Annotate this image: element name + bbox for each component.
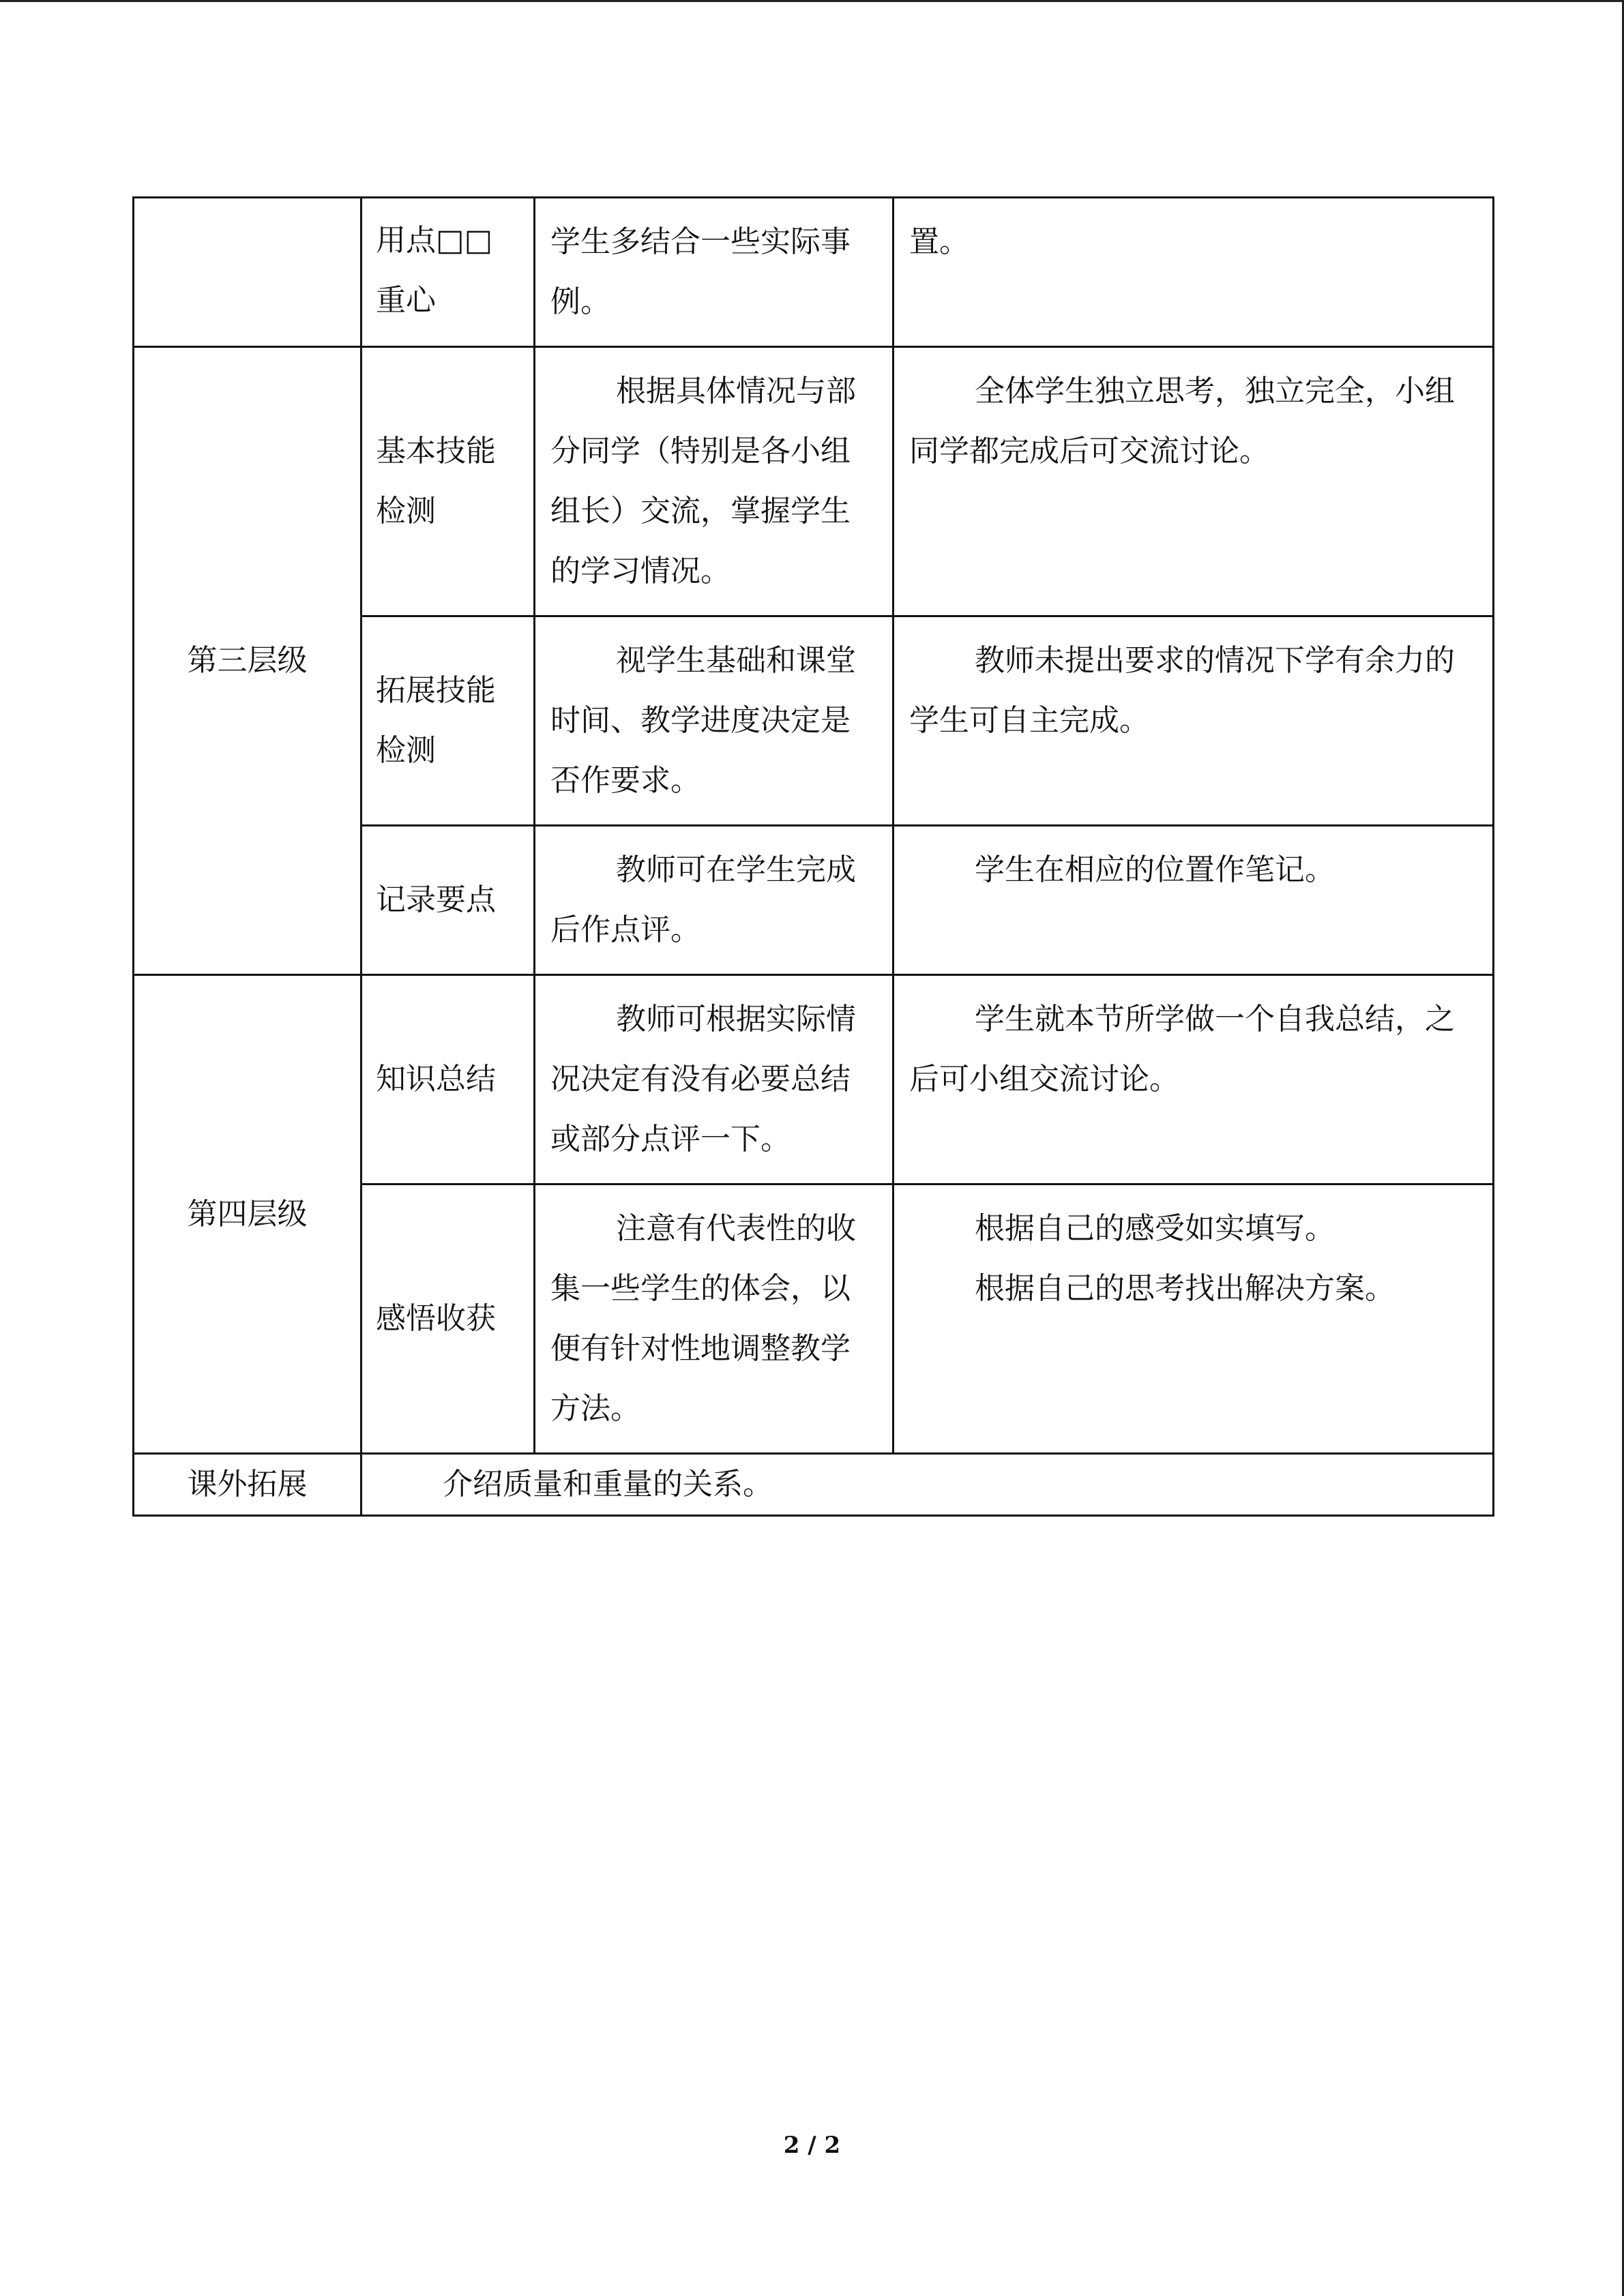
- cell-text: 学生在相应的位置作笔记。: [975, 852, 1335, 887]
- student-activity-cell: 置。: [894, 198, 1494, 347]
- cell-text: 注意有代表性的收集一些学生的体会，以便有针对性地调整教学方法。: [550, 1211, 856, 1426]
- cell-text: 全体学生独立思考，独立完全，小组同学都完成后可交流讨论。: [909, 374, 1455, 468]
- item-cell: 记录要点: [361, 826, 535, 975]
- cell-text: 根据具体情况与部分同学（特别是各小组组长）交流，掌握学生的学习情况。: [550, 374, 856, 588]
- item-cell: 感悟收获: [361, 1184, 535, 1454]
- student-activity-cell: [894, 975, 1494, 1184]
- level-label: 第四层级: [134, 975, 361, 1454]
- cell-text: 视学生基础和课堂时间、教学进度决定是否作要求。: [550, 643, 856, 798]
- table-row: [134, 198, 1494, 347]
- item-cell: 知识总结: [361, 975, 535, 1184]
- item-cell: 用点□□重心: [361, 198, 535, 347]
- level-cell-empty: [134, 198, 361, 347]
- table-row: [134, 347, 1494, 616]
- extension-label: 课外拓展: [134, 1454, 361, 1516]
- teacher-activity-cell: [535, 1184, 894, 1454]
- student-activity-cell: [894, 826, 1494, 975]
- page-number: 2 / 2: [783, 2132, 841, 2159]
- cell-text: 教师未提出要求的情况下学有余力的学生可自主完成。: [909, 643, 1455, 738]
- table-row: [134, 975, 1494, 1184]
- student-activity-cell: [894, 1184, 1494, 1454]
- table-row: [134, 1454, 1494, 1516]
- teacher-activity-cell: [535, 616, 894, 826]
- student-activity-cell: [894, 347, 1494, 616]
- item-cell: 基本技能检测: [361, 347, 535, 616]
- teacher-activity-cell: [535, 975, 894, 1184]
- cell-text: 根据自己的感受如实填写。: [975, 1211, 1335, 1246]
- extension-content: 介绍质量和重量的关系。: [443, 1467, 773, 1502]
- cell-text: 教师可根据实际情况决定有没有必要总结或部分点评一下。: [550, 1002, 856, 1157]
- item-cell: 拓展技能检测: [361, 616, 535, 826]
- level-label: 第三层级: [134, 347, 361, 975]
- student-activity-cell: [894, 616, 1494, 826]
- teacher-activity-cell: 学生多结合一些实际事例。: [535, 198, 894, 347]
- teacher-activity-cell: [535, 347, 894, 616]
- cell-text: 教师可在学生完成后作点评。: [550, 852, 856, 947]
- teacher-activity-cell: [535, 826, 894, 975]
- cell-text: 根据自己的思考找出解决方案。: [975, 1271, 1395, 1306]
- lesson-plan-table: [132, 196, 1494, 1517]
- extension-content-cell: [361, 1454, 1494, 1516]
- cell-text: 学生就本节所学做一个自我总结，之后可小组交流讨论。: [909, 1002, 1455, 1097]
